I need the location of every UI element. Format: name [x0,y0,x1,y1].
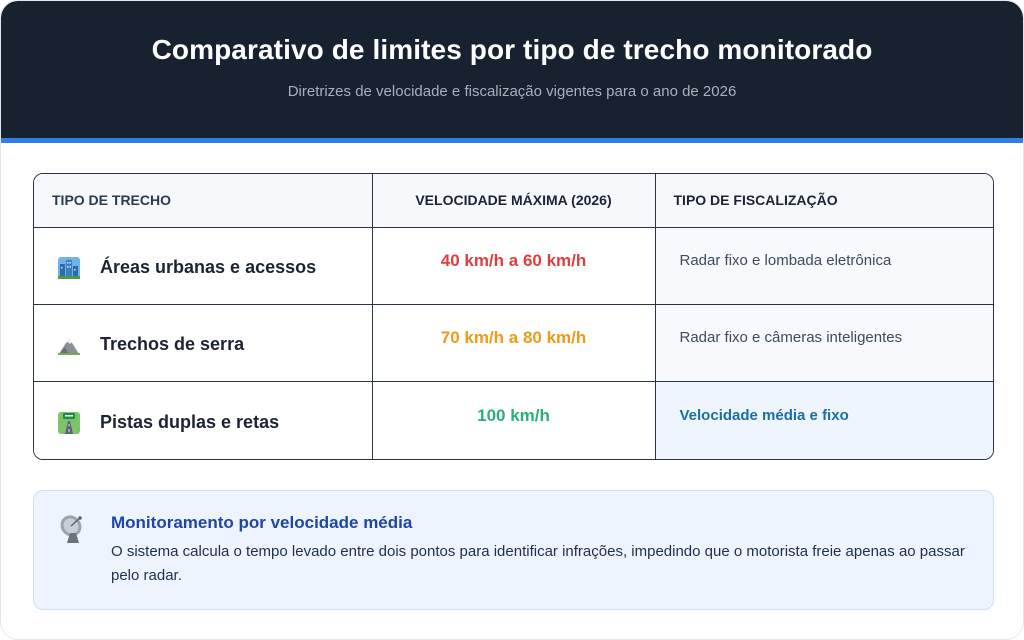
table-row [34,227,994,304]
page-title: Comparativo de limites por tipo de trecho monitorado [151,34,873,65]
city-buildings-icon [58,257,80,279]
page-subtitle: Diretrizes de velocidade e fiscalização vigentes para o ano de 2026 [287,83,737,100]
row-enforcement-value: Radar fixo e lombada eletrônica [655,227,994,304]
table-row [34,304,994,381]
speed-limits-table [33,173,994,460]
mountain-icon [58,334,80,356]
row-type-label: Áreas urbanas e acessos [100,257,317,278]
motorway-icon [58,412,80,434]
row-speed-value: 100 km/h [372,382,655,459]
row-type-label: Pistas duplas e retas [100,412,280,433]
column-header-type: TIPO DE TRECHO [34,174,372,227]
row-enforcement-value: Velocidade média e fixo [655,382,994,459]
table-header-row [34,174,994,227]
info-callout [33,490,994,610]
row-speed-value: 40 km/h a 60 km/h [372,227,655,304]
column-header-speed: VELOCIDADE MÁXIMA (2026) [372,174,655,227]
column-header-enforcement: TIPO DE FISCALIZAÇÃO [655,174,994,227]
satellite-dish-icon [58,513,90,545]
row-enforcement-value: Radar fixo e câmeras inteligentes [655,304,994,381]
callout-text: O sistema calcula o tempo levado entre dois pontos para identificar infrações, impedindo que o motorista freie apenas ao passar pelo radar. [111,543,965,584]
callout-title: Monitoramento por velocidade média [111,513,413,532]
row-speed-value: 70 km/h a 80 km/h [372,304,655,381]
row-type-label: Trechos de serra [100,334,245,355]
header [1,1,1023,143]
table-row [34,382,994,459]
